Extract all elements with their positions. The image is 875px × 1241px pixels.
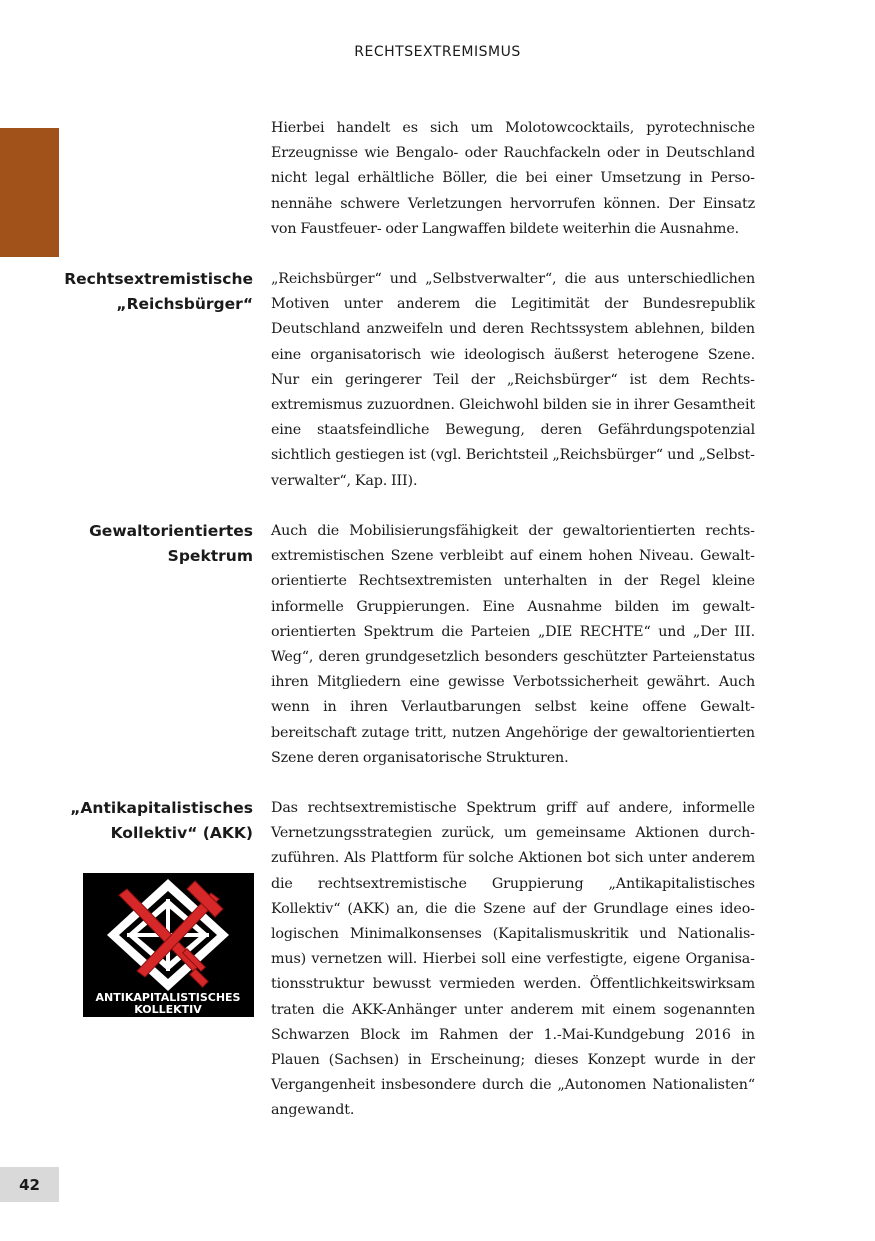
paragraph-akk: Das rechtsextremistische Spektrum griff auf andere, informelle Vernetzungsstrategien zurück, um gemeinsame Aktionen durchzuführen. Als Plattform für solche Aktionen bot sich unter anderem die rechtsextremistische Gruppierung „Antikapitalistisches Kollektiv“ (AKK) an, die die Szene auf der Grundlage eines ideologischen Minimalkonsenses (Kapitalismuskritik und Nationalismus) vernetzen will. Hierbei soll eine verfestigte, eigene Organisationsstruktur bewusst vermieden werden. Öffentlichkeitswirksam traten die AKK-Anhänger unter anderem mit einem sogenannten Schwarzen Block im Rahmen der 1.-Mai-Kundgebung 2016 in Plauen (Sachsen) in Erscheinung; dieses Konzept wurde in der Vergangenheit insbesondere durch die „Autonomen Nationalisten“ angewandt. [271, 800, 755, 1119]
side-heading-gewaltorientiert: Gewaltorientiertes Spektrum [89, 522, 253, 565]
side-heading-reichsbuerger: Rechtsextremistische „Reichsbürger“ [64, 270, 253, 313]
paragraph-gewaltorientiert: Auch die Mobilisierungsfähigkeit der gewaltorientierten rechtsextremistischen Szene verbleibt auf einem hohen Niveau. Gewaltorientierte Rechtsextremisten unterhalten in der Regel kleine informelle Gruppierungen. Eine Ausnahme bilden im gewaltorientierten Spektrum die Parteien „DIE RECHTE“ und „Der III. Weg“, deren grundgesetzlich besonders geschützter Parteienstatus ihren Mitgliedern eine gewisse Verbotssicherheit gewährt. Auch wenn in ihren Verlautbarungen selbst keine offene Gewaltbereitschaft zutage tritt, nutzen Angehörige der gewaltorientierten Szene deren organisatorische Strukturen. [271, 523, 755, 766]
side-heading-akk: „Antikapitalistisches Kollektiv“ (AKK) [70, 799, 253, 842]
logo-caption-line1: ANTIKAPITALISTISCHES [95, 991, 241, 1004]
page-number: 42 [0, 1167, 59, 1202]
akk-logo-graphic [83, 873, 254, 1017]
logo-caption-line2: KOLLEKTIV [134, 1003, 202, 1016]
paragraph-reichsbuerger: „Reichsbürger“ und „Selbstverwalter“, die aus unterschiedlichen Motiven unter anderem die Legitimität der Bundesrepublik Deutschland anzweifeln und deren Rechtssystem ablehnen, bilden eine organisatorisch wie ideologisch äußerst heterogene Szene. Nur ein geringerer Teil der „Reichsbürger“ ist dem Rechtsextremismus zuzuordnen. Gleichwohl bilden sie in ihrer Gesamtheit eine staatsfeindliche Bewegung, deren Gefährdungspotenzial sichtlich gestiegen ist (vgl. Berichtsteil „Reichsbürger“ und „Selbstverwalter“, Kap. III). [271, 271, 755, 489]
running-header: RECHTSEXTREMISMUS [354, 44, 521, 60]
chapter-color-tab [0, 128, 59, 257]
paragraph-intro: Hierbei handelt es sich um Molotowcocktails, pyrotechnische Erzeugnisse wie Bengalo- oder Rauchfackeln oder in Deutschland nicht legal erhältliche Böller, die bei einer Umsetzung in Personennähe schwere Verletzungen hervorrufen können. Der Einsatz von Faustfeuer- oder Langwaffen bildete weiterhin die Ausnahme. [271, 120, 755, 237]
akk-logo-image [83, 873, 254, 1017]
